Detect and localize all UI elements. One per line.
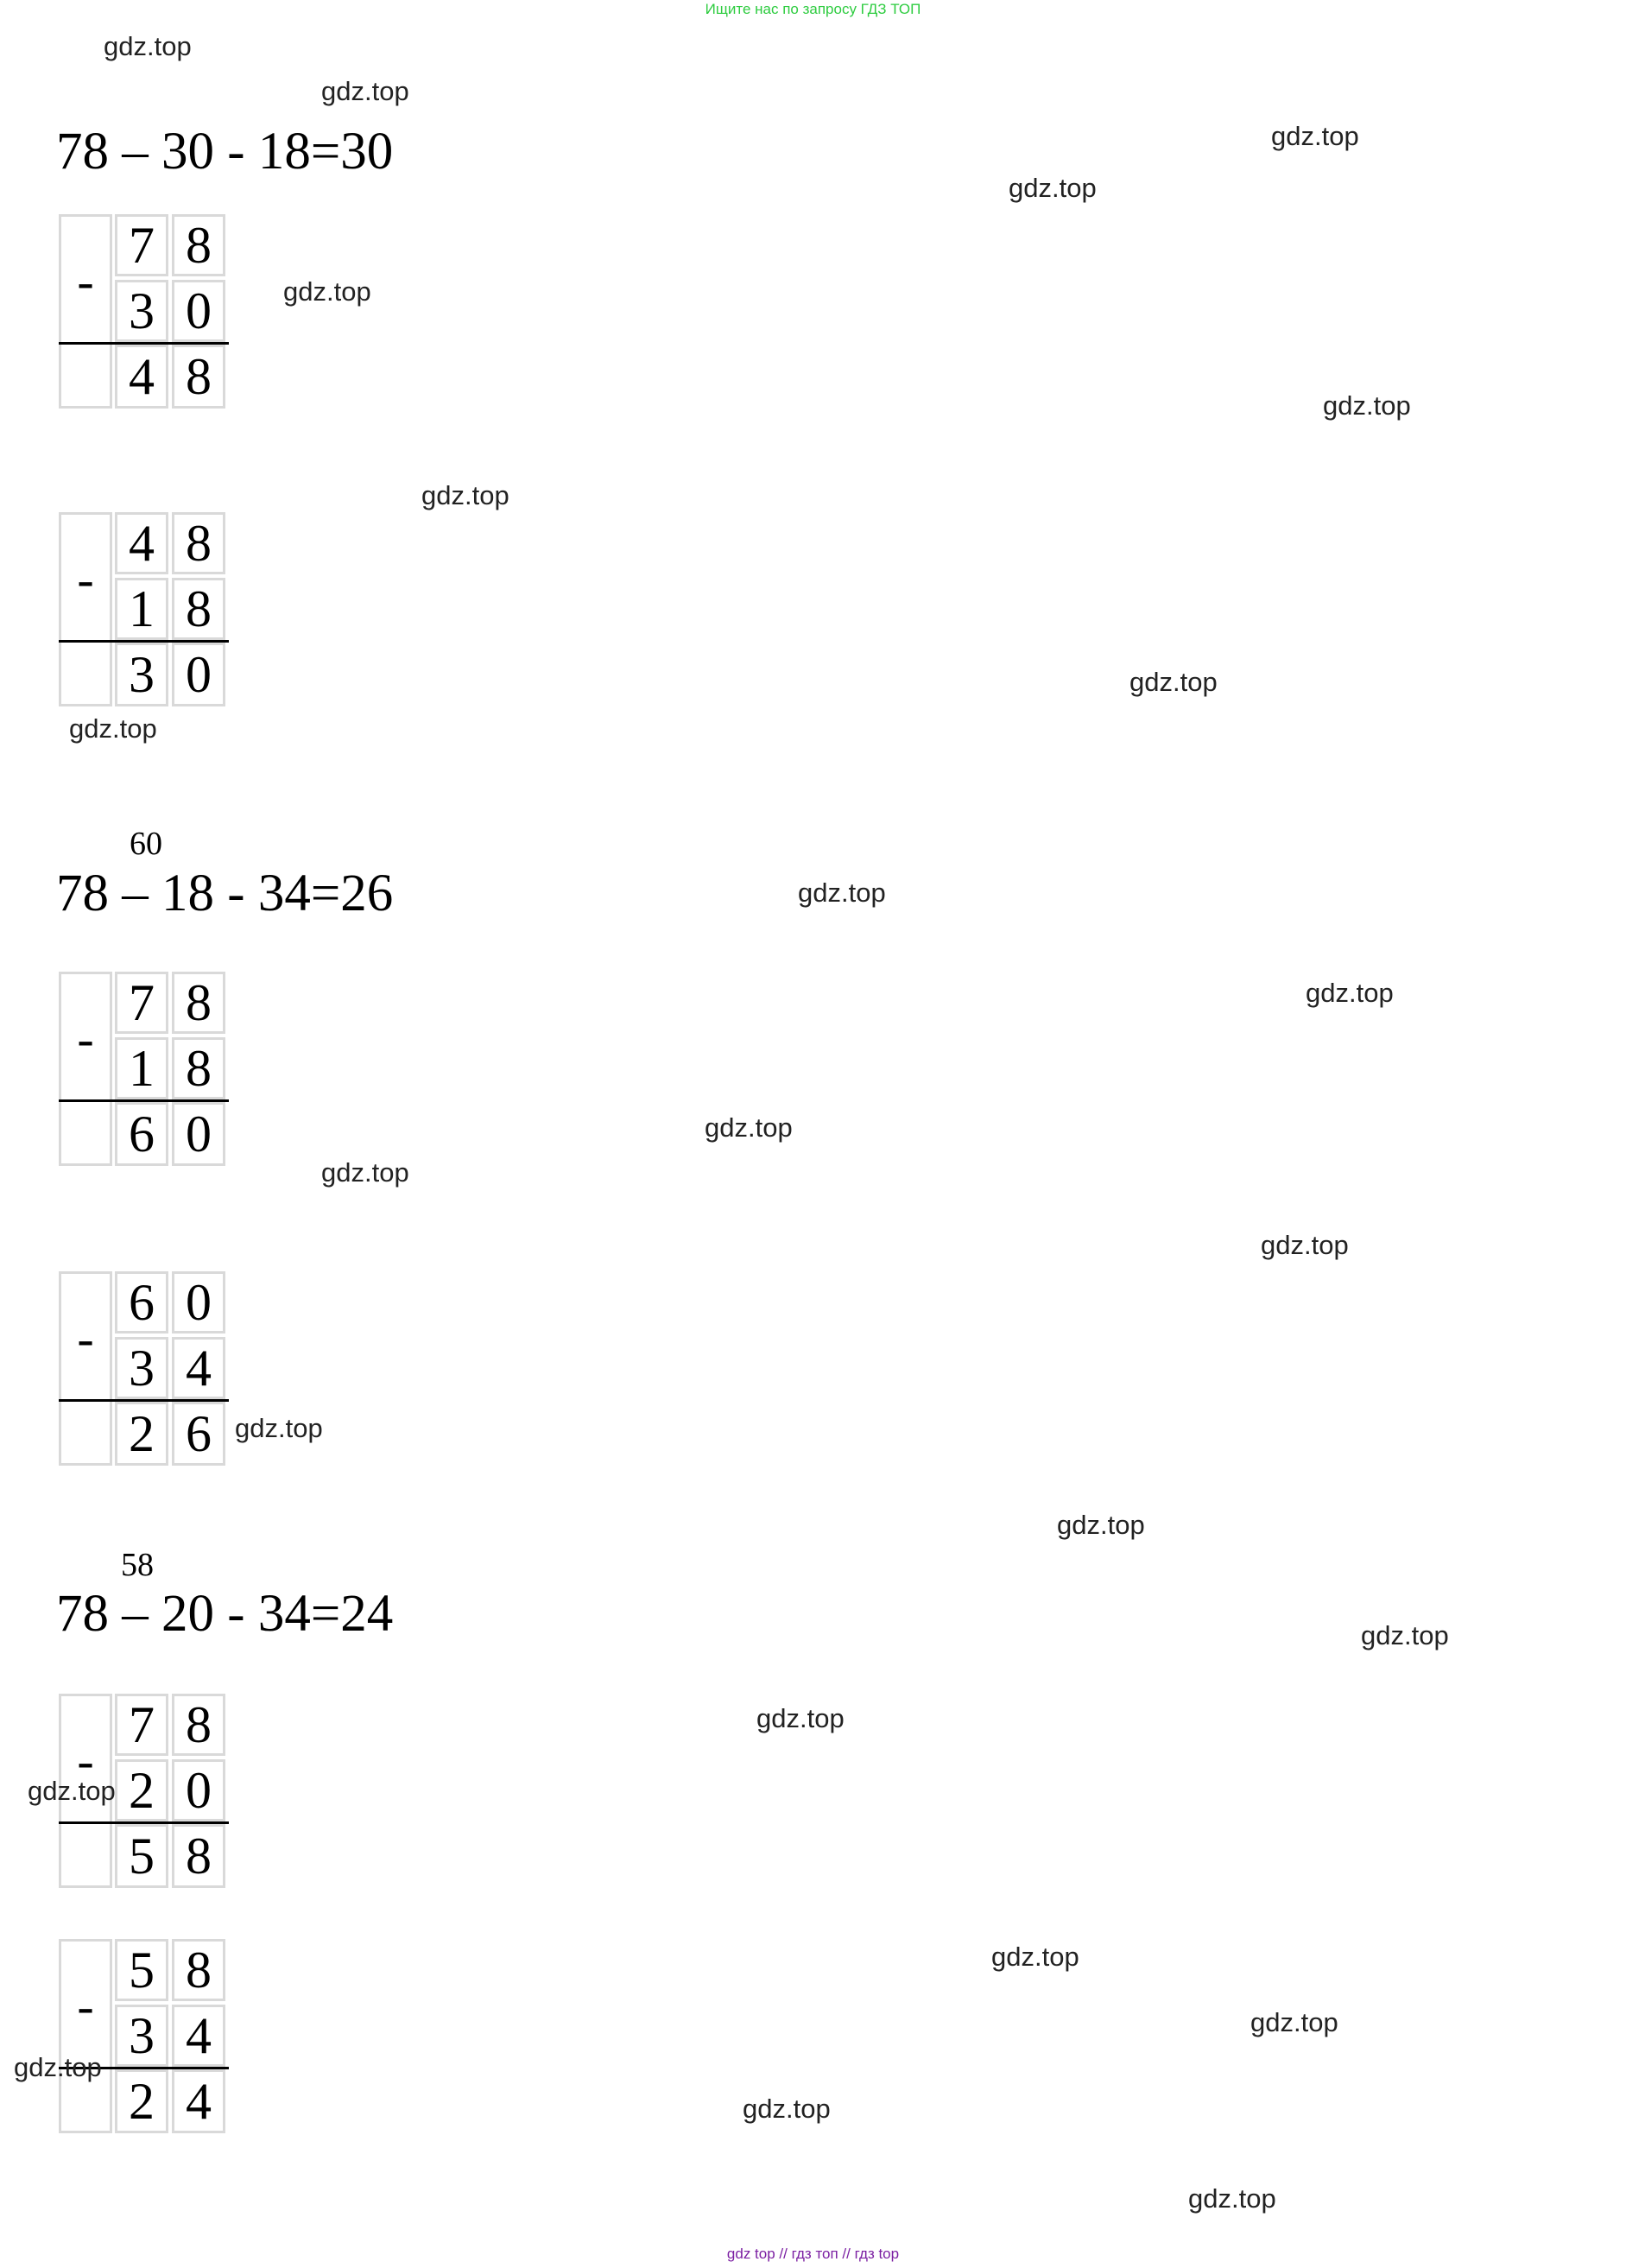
result-line bbox=[59, 1821, 229, 1824]
digit-cell: 5 bbox=[115, 1939, 168, 2001]
watermark: gdz.top bbox=[1188, 2183, 1276, 2214]
digit-cell: 6 bbox=[115, 1102, 168, 1166]
digit-cell: 0 bbox=[172, 1759, 225, 1821]
expression-2: 78 – 18 - 34=26 bbox=[56, 865, 394, 922]
watermark: gdz.top bbox=[321, 76, 409, 106]
watermark: gdz.top bbox=[1306, 978, 1394, 1008]
header-banner: Ищите нас по запросу ГДЗ ТОП bbox=[705, 1, 921, 17]
watermark: gdz.top bbox=[14, 2052, 102, 2082]
subtraction-column-3b bbox=[59, 1939, 229, 2133]
minus-sign: - bbox=[59, 1694, 112, 1824]
watermark: gdz.top bbox=[756, 1703, 845, 1733]
watermark: gdz.top bbox=[421, 480, 509, 510]
digit-cell: 1 bbox=[115, 578, 168, 640]
minus-sign: - bbox=[59, 972, 112, 1102]
digit-cell: 3 bbox=[115, 280, 168, 342]
digit-cell: 8 bbox=[172, 1037, 225, 1099]
digit-cell: 7 bbox=[115, 1694, 168, 1756]
digit-cell: 0 bbox=[172, 280, 225, 342]
footer-links[interactable]: gdz top // гдз топ // гдз top bbox=[726, 2246, 900, 2262]
subtraction-column-1b bbox=[59, 512, 229, 706]
digit-cell: 3 bbox=[115, 2005, 168, 2067]
subtraction-column-2b bbox=[59, 1271, 229, 1466]
watermark: gdz.top bbox=[283, 276, 371, 307]
subtraction-column-1a bbox=[59, 214, 229, 409]
digit-cell: 3 bbox=[115, 1337, 168, 1399]
digit-cell: 7 bbox=[115, 214, 168, 276]
watermark: gdz.top bbox=[1009, 173, 1097, 203]
digit-cell: 4 bbox=[172, 2069, 225, 2133]
watermark: gdz.top bbox=[1361, 1620, 1449, 1650]
digit-cell: 8 bbox=[172, 214, 225, 276]
digit-cell: 4 bbox=[115, 512, 168, 574]
watermark: gdz.top bbox=[104, 31, 192, 61]
digit-cell: 8 bbox=[172, 1694, 225, 1756]
minus-sign: - bbox=[59, 214, 112, 345]
result-line bbox=[59, 1399, 229, 1402]
digit-cell: 0 bbox=[172, 1102, 225, 1166]
watermark: gdz.top bbox=[1261, 1230, 1349, 1260]
digit-cell: 8 bbox=[172, 578, 225, 640]
digit-cell: 3 bbox=[115, 643, 168, 706]
digit-cell: 4 bbox=[172, 1337, 225, 1399]
watermark: gdz.top bbox=[705, 1112, 793, 1143]
digit-cell: 8 bbox=[172, 1824, 225, 1888]
watermark: gdz.top bbox=[28, 1776, 116, 1806]
expression-1: 78 – 30 - 18=30 bbox=[56, 123, 394, 181]
digit-cell: 8 bbox=[172, 345, 225, 409]
watermark: gdz.top bbox=[1323, 390, 1411, 421]
watermark: gdz.top bbox=[1271, 121, 1359, 151]
subtraction-column-2a bbox=[59, 972, 229, 1166]
watermark: gdz.top bbox=[235, 1413, 323, 1443]
expression-3: 78 – 20 - 34=24 bbox=[56, 1585, 394, 1643]
digit-cell: 8 bbox=[172, 512, 225, 574]
watermark: gdz.top bbox=[743, 2094, 831, 2124]
result-line bbox=[59, 342, 229, 345]
digit-cell: 8 bbox=[172, 972, 225, 1034]
digit-cell: 8 bbox=[172, 1939, 225, 2001]
digit-cell: 2 bbox=[115, 1759, 168, 1821]
watermark: gdz.top bbox=[69, 713, 157, 744]
minus-sign: - bbox=[59, 512, 112, 643]
watermark: gdz.top bbox=[1250, 2007, 1338, 2037]
digit-cell: 2 bbox=[115, 2069, 168, 2133]
minus-sign: - bbox=[59, 1939, 112, 2069]
minus-sign: - bbox=[59, 1271, 112, 1402]
result-line bbox=[59, 1099, 229, 1102]
digit-cell: 6 bbox=[115, 1271, 168, 1334]
digit-cell: 1 bbox=[115, 1037, 168, 1099]
digit-cell: 4 bbox=[172, 2005, 225, 2067]
digit-cell: 0 bbox=[172, 643, 225, 706]
result-line bbox=[59, 640, 229, 643]
digit-cell: 5 bbox=[115, 1824, 168, 1888]
digit-cell: 6 bbox=[172, 1402, 225, 1466]
digit-cell: 7 bbox=[115, 972, 168, 1034]
watermark: gdz.top bbox=[321, 1157, 409, 1188]
intermediate-result-2: 60 bbox=[130, 826, 162, 862]
watermark: gdz.top bbox=[991, 1942, 1079, 1972]
digit-cell: 2 bbox=[115, 1402, 168, 1466]
digit-cell: 0 bbox=[172, 1271, 225, 1334]
watermark: gdz.top bbox=[798, 877, 886, 908]
watermark: gdz.top bbox=[1129, 667, 1218, 697]
digit-cell: 4 bbox=[115, 345, 168, 409]
watermark: gdz.top bbox=[1057, 1510, 1145, 1540]
intermediate-result-3: 58 bbox=[121, 1547, 154, 1583]
